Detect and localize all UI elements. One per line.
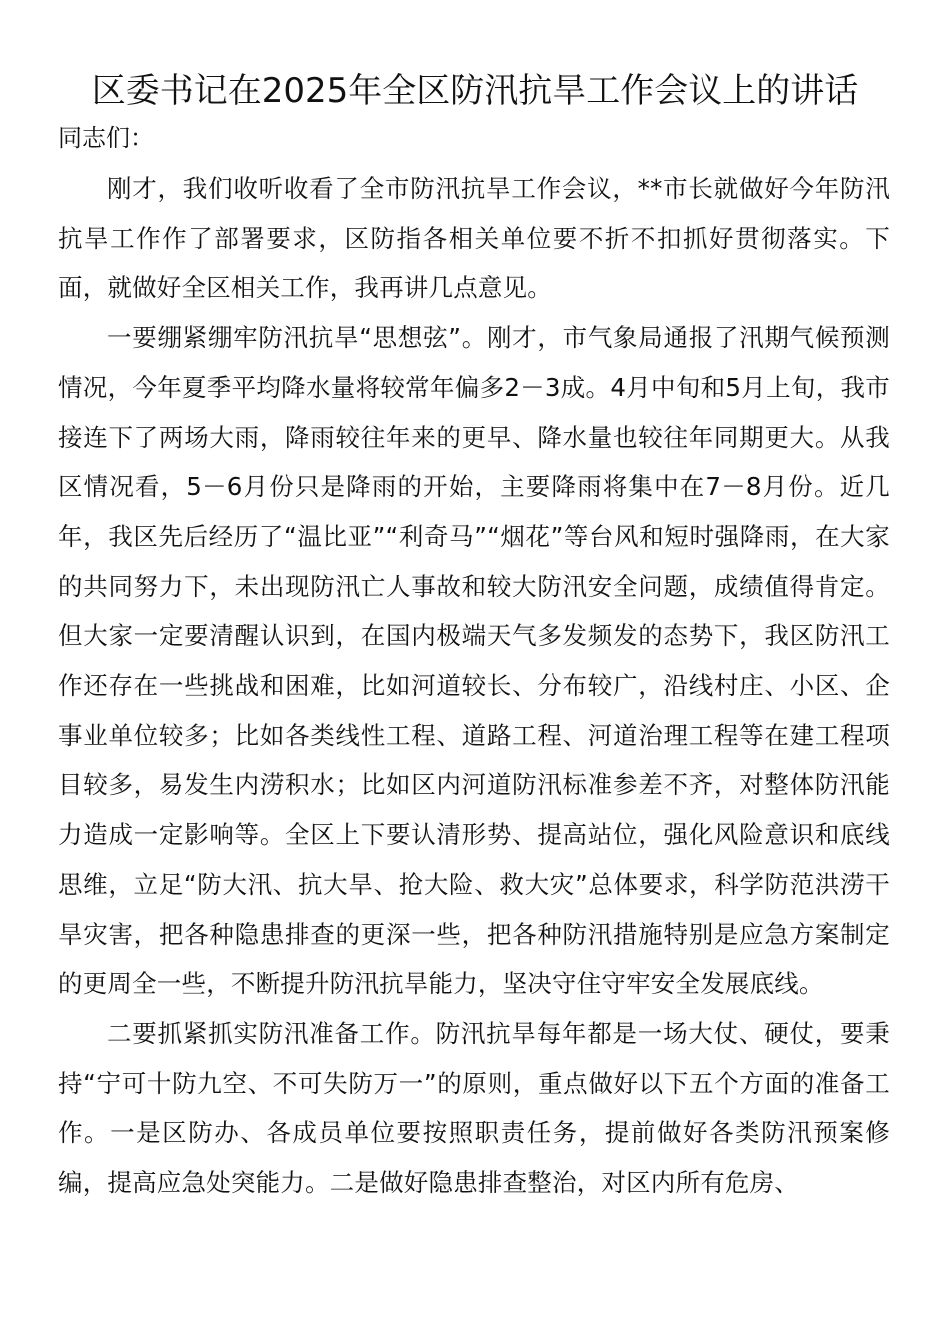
- document-title: 区委书记在2025年全区防汛抗旱工作会议上的讲话: [91, 71, 859, 111]
- paragraph-point-two: 二要抓紧抓实防汛准备工作。防汛抗旱每年都是一场大仗、硬仗，要秉持“宁可十防九空、不可失防万一”的原则，重点做好以下五个方面的准备工作。一是区防办、各成员单位要按照职责任务，提前做好各类防汛预案修编，提高应急处突能力。二是做好隐患排查整治，对区内所有危房、: [58, 1018, 890, 1198]
- salutation: 同志们：: [58, 124, 154, 152]
- document-body: [58, 164, 890, 1208]
- paragraph-point-one: 一要绷紧绷牢防汛抗旱“思想弦”。刚才，市气象局通报了汛期气候预测情况，今年夏季平均降水量将较常年偏多2－3成。4月中旬和5月上旬，我市接连下了两场大雨，降雨较往年来的更早、降水量也较往年同期更大。从我区情况看，5－6月份只是降雨的开始，主要降雨将集中在7－8月份。近几年，我区先后经历了“温比亚”“利奇马”“烟花”等台风和短时强降雨，在大家的共同努力下，未出现防汛亡人事故和较大防汛安全问题，成绩值得肯定。但大家一定要清醒认识到，在国内极端天气多发频发的态势下，我区防汛工作还存在一些挑战和困难，比如河道较长、分布较广，沿线村庄、小区、企事业单位较多；比如各类线性工程、道路工程、河道治理工程等在建工程项目较多，易发生内涝积水；比如区内河道防汛标准参差不齐，对整体防汛能力造成一定影响等。全区上下要认清形势、提高站位，强化风险意识和底线思维，立足“防大汛、抗大旱、抢大险、救大灾”总体要求，科学防范洪涝干旱灾害，把各种隐患排查的更深一些，把各种防汛措施特别是应急方案制定的更周全一些，不断提升防汛抗旱能力，坚决守住守牢安全发展底线。: [58, 323, 890, 999]
- paragraph-intro: 刚才，我们收听收看了全市防汛抗旱工作会议，**市长就做好今年防汛抗旱工作作了部署要求，区防指各相关单位要不折不扣抓好贯彻落实。下面，就做好全区相关工作，我再讲几点意见。: [58, 174, 890, 303]
